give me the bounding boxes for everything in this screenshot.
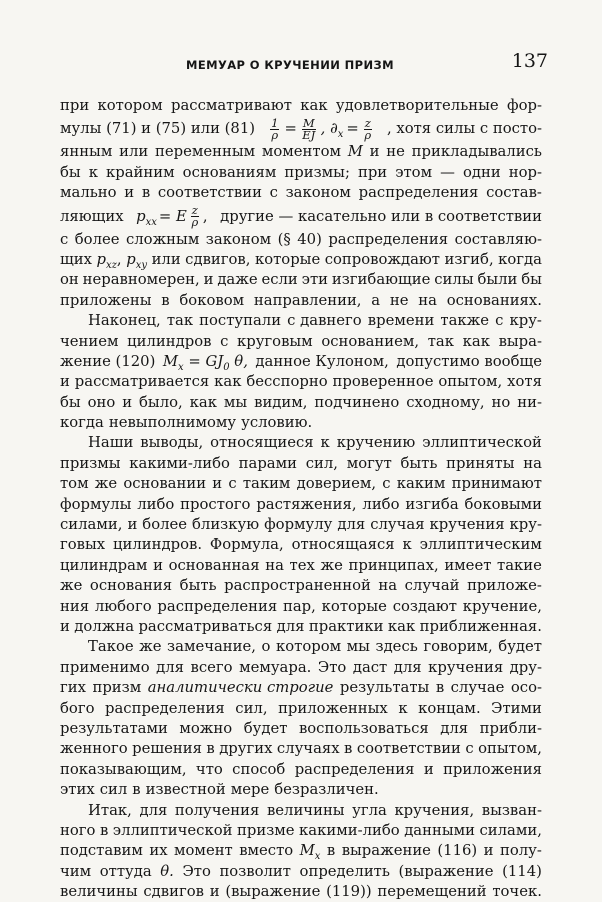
paragraph-1 [60,96,542,311]
text-line: с более сложным законом (§ 40) распределения составляю- [60,230,542,250]
text-line: величины сдвигов и (выражение (119)) перемещений точек. [60,882,542,902]
text-line: говых цилиндров. Формула, относящаяся к эллиптическим [60,535,542,555]
text-line-with-formulas: ляющих $p_{xx}$ = E $\frac{z}{\rho}$ , другие — касательно или в соответствии [60,204,542,230]
text-line: ния любого распределения пар, которые создают кручение, [60,597,542,617]
frac-den: EJ [302,130,315,141]
fraction [302,118,316,141]
fraction [364,118,372,141]
paragraph-5 [60,801,542,902]
page-number: 137 [512,50,548,72]
formula-3: $M_x = GJ_0$ θ, [163,352,248,372]
text-line: Наши выводы, относящиеся к кручению эллиптической [60,433,542,453]
formula-1: $\frac{1}{\rho}$ = $\frac{M}{EJ}$ , $\partial_x$ = $\frac{z}{\rho}$ [268,116,374,142]
text-line: янным или переменным моментом M и не прикладывались [60,142,542,162]
text-line-with-formulas: жение (120) $M_x = GJ_0$ θ, данное Кулоном, допустимо вообще [60,352,542,372]
text-line: чением цилиндров с круговым основанием, так как выра- [60,332,542,352]
frac-den: ρ [271,130,278,141]
formula-2: $p_{xx}$ = E $\frac{z}{\rho}$ , [136,204,207,230]
frac-num: z [364,118,372,130]
page-header [60,50,548,78]
text-line: применимо для всего мемуара. Это даст для кручения дру- [60,658,542,678]
body-text [60,96,542,902]
frac-den: ρ [191,217,198,228]
text-line: Такое же замечание, о котором мы здесь говорим, будет [60,637,542,657]
text-line: бы к крайним основаниям призмы; при этом — одни нор- [60,163,542,183]
text-line: мально и в соответствии с законом распределения состав- [60,183,542,203]
text-line: показывающим, что способ распределения и приложения [60,760,542,780]
text-line: щих $p_{xz}$, $p_{xy}$ или сдвигов, которые сопровождают изгиб, когда [60,250,542,270]
text-line: и рассматривается как бесспорно проверенное опытом, хотя [60,372,542,392]
paragraph-3 [60,433,542,637]
fraction [270,118,279,141]
text-line: Итак, для получения величины угла кручения, вызван- [60,801,542,821]
emphasis: аналитически строгие [148,678,334,698]
paragraph-4 [60,637,542,800]
text-line: когда невыполнимому условию. [60,413,542,433]
text-line: цилиндрам и основанная на тех же принципах, имеет такие [60,556,542,576]
paragraph-2 [60,311,542,433]
text-line: приложены в боковом направлении, а не на основаниях. [60,291,542,311]
text-line: при котором рассматривают как удовлетворительные фор- [60,96,542,116]
fraction [191,205,199,228]
frac-num: z [191,205,199,217]
frac-den: ρ [364,130,371,141]
text-line: чим оттуда θ. Это позволит определить (выражение (114) [60,862,542,882]
text-line: Наконец, так поступали с давнего времени также с кру- [60,311,542,331]
text-line: силами, и более близкую формулу для случая кручения кру- [60,515,542,535]
text-line: формулы либо простого растяжения, либо изгиба боковыми [60,495,542,515]
text-line: и должна рассматриваться для практики как приближенная. [60,617,542,637]
text-line: призмы какими-либо парами сил, могут быть приняты на [60,454,542,474]
text-line: этих сил в известной мере безразличен. [60,780,542,800]
text-line: гих призм аналитически строгие результаты в случае осо- [60,678,542,698]
text-line: он неравномерен, и даже если эти изгибающие силы были бы [60,270,542,290]
formula-4: $M_x$ [300,841,321,861]
text-line: подставим их момент вместо $M_x$ в выражение (116) и полу- [60,841,542,861]
text-line-with-formulas: мулы (71) и (75) или (81) $\frac{1}{\rho}$ = $\frac{M}{EJ}$ , $\partial_x$ = $\frac{z}{\rho}$ , хотя силы с посто- [60,116,542,142]
running-title: МЕМУАР О КРУЧЕНИИ ПРИЗМ [186,58,394,72]
text-line: результатами можно будет воспользоваться для прибли- [60,719,542,739]
text-line: том же основании и с таким доверием, с каким принимают [60,474,542,494]
text-line: же основания быть распространенной на случай приложе- [60,576,542,596]
frac-num: M [302,118,316,130]
frac-num: 1 [270,118,279,130]
text-line: бого распределения сил, приложенных к концам. Этими [60,699,542,719]
text-line: бы оно и было, как мы видим, подчинено сходному, но ни- [60,393,542,413]
text-line: ного в эллиптической призме какими-либо данными силами, [60,821,542,841]
text-line: женного решения в других случаях в соответствии с опытом, [60,739,542,759]
